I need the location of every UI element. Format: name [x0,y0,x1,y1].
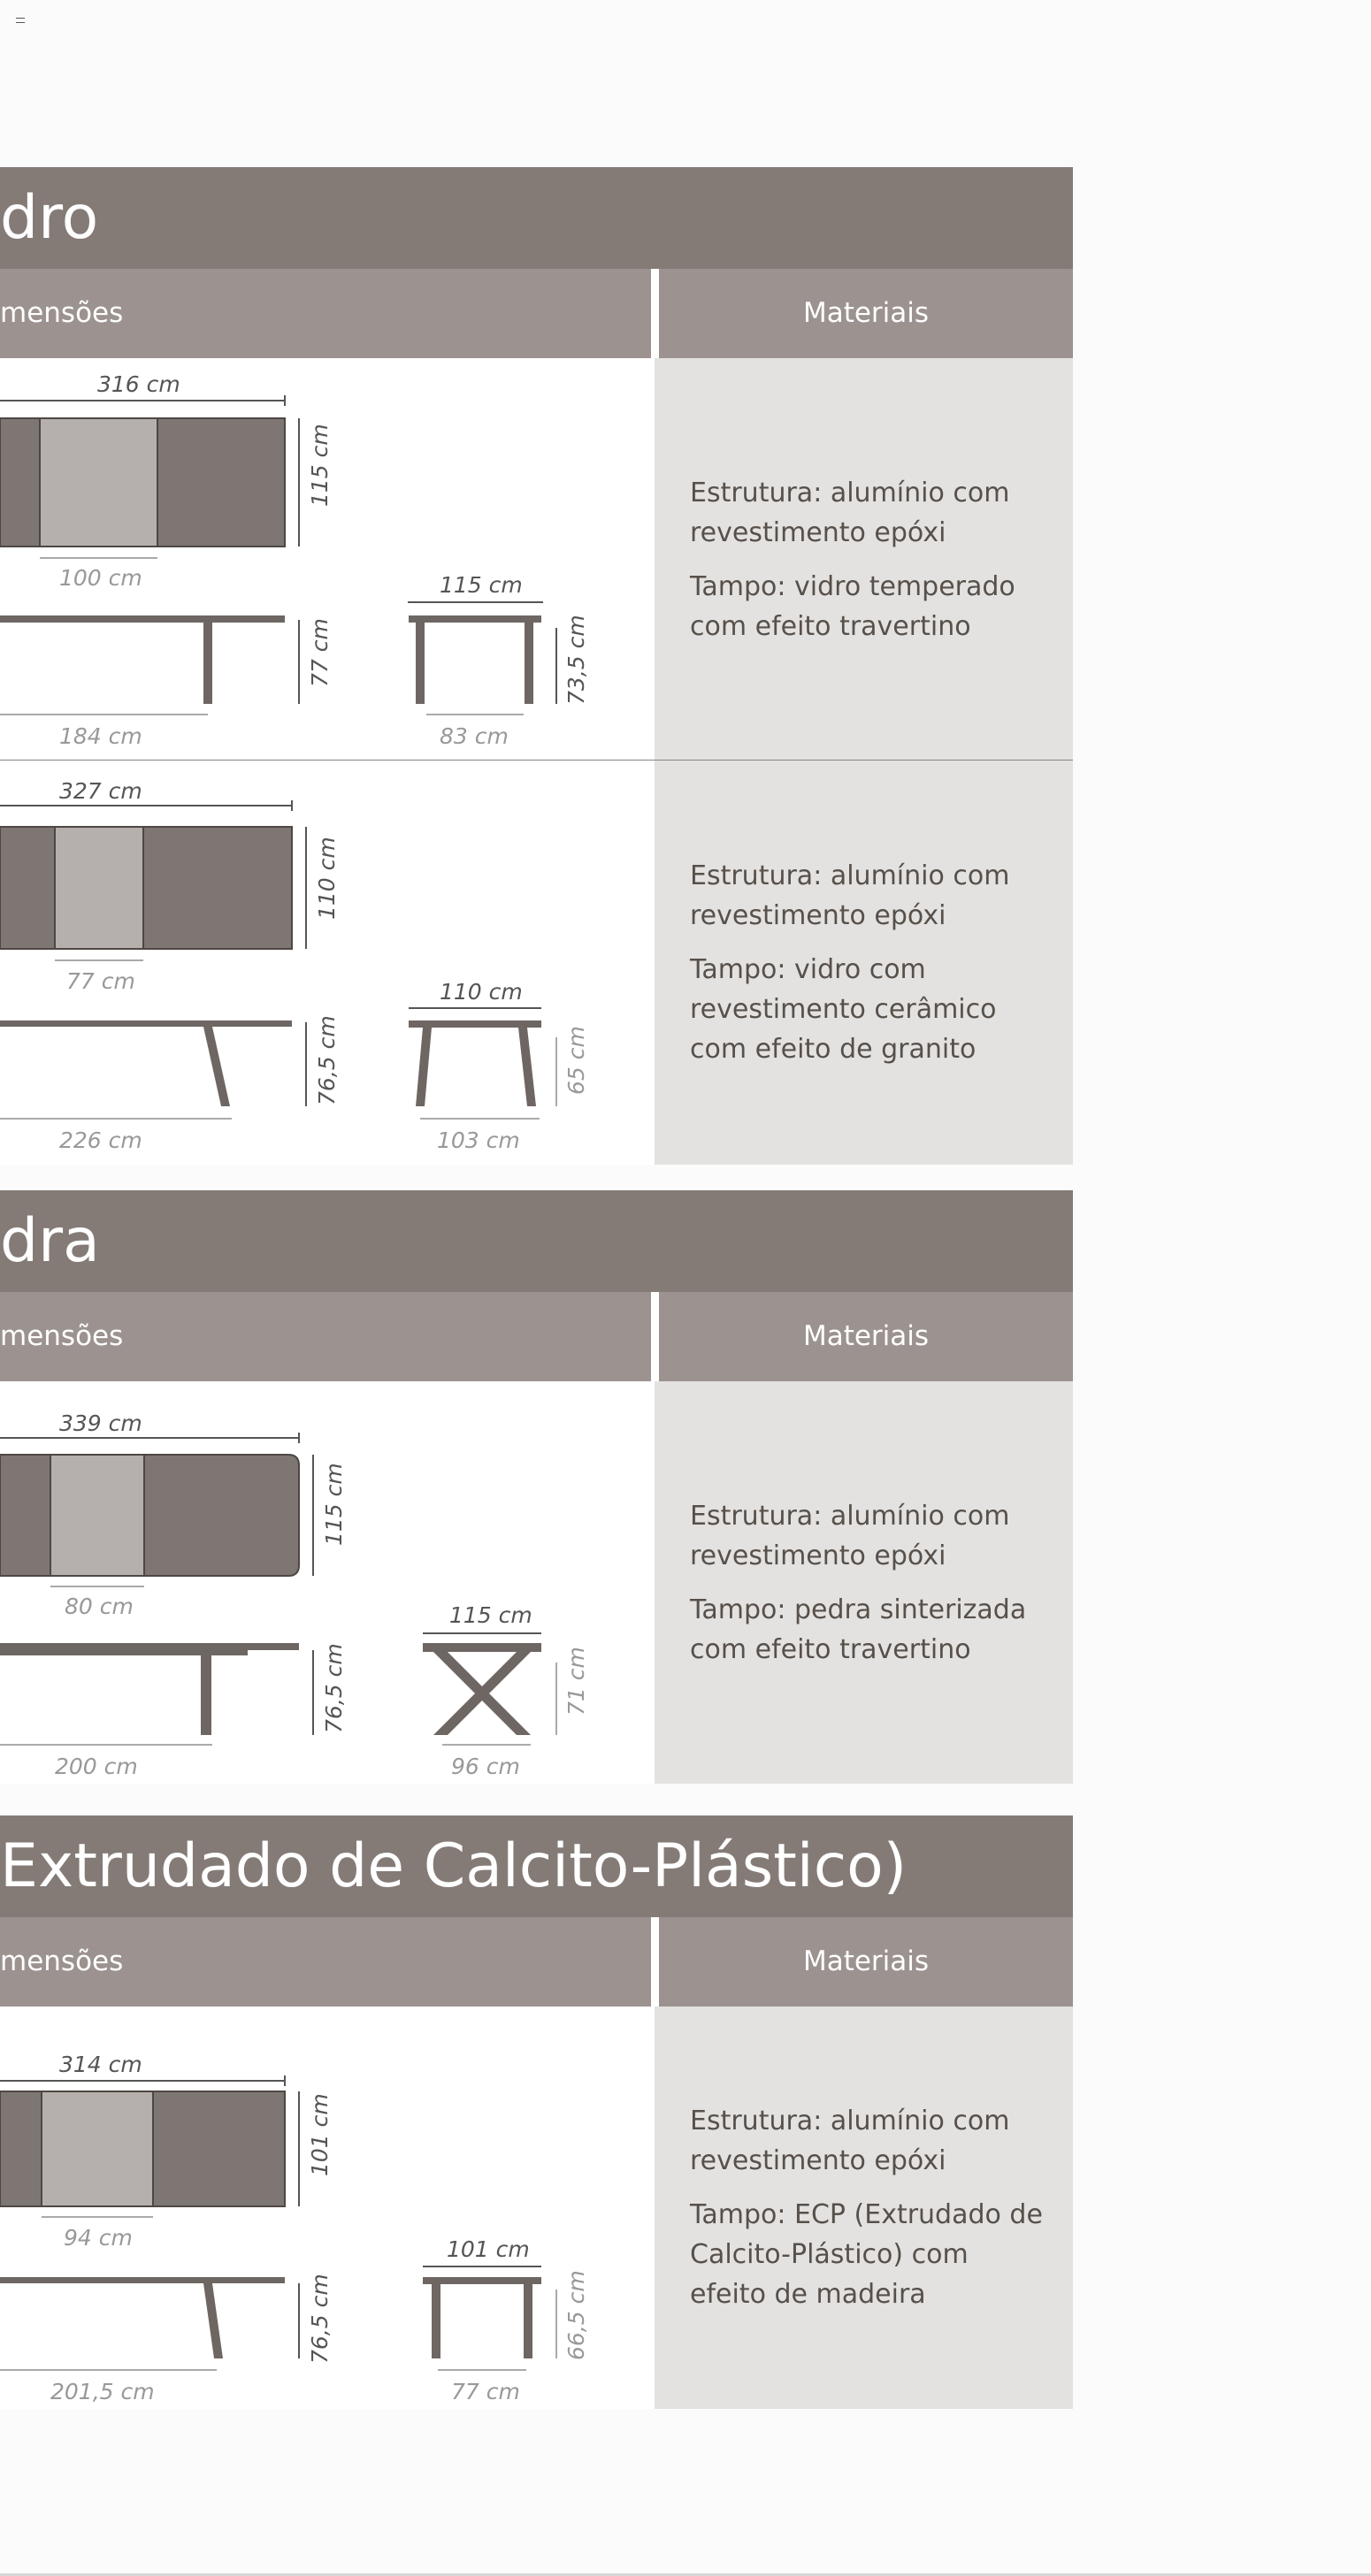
end-height-label: 66,5 cm [563,2270,589,2360]
end-width-label: 115 cm [440,572,523,598]
dimensions-drawing [0,2007,655,2409]
side-length-label: 201,5 cm [50,2379,155,2404]
dimensions-drawing [0,761,655,1165]
material-structure: Estrutura: alumínio com revestimento epóxi [690,2106,1010,2176]
materials-cell [655,761,1073,1165]
end-height-label: 73,5 cm [563,615,589,705]
end-width-label: 115 cm [449,1602,532,1628]
dimensions-drawing [0,358,655,761]
end-base-label: 83 cm [440,723,509,749]
section-subheader [0,1917,1073,2007]
material-top: Tampo: pedra sinterizada com efeito travertino [690,1594,1027,1665]
end-base-label: 96 cm [451,1754,520,1779]
side-height-label: 76,5 cm [321,1643,347,1733]
table-diagram [0,1381,655,1784]
side-length-label: 200 cm [55,1754,138,1779]
side-height-label: 76,5 cm [307,2274,333,2364]
top-length-label: 316 cm [97,371,180,397]
section-subheader [0,269,1073,358]
material-structure: Estrutura: alumínio com revestimento epóxi [690,1500,1010,1571]
dimensions-header: mensões [0,1917,651,2007]
side-length-label: 184 cm [59,723,142,749]
materials-cell [655,358,1073,761]
section-subheader [0,1292,1073,1381]
materials-header: Materiais [659,1292,1073,1381]
material-top: Tampo: ECP (Extrudado de Calcito-Plástico) com efeito de madeira [690,2199,1043,2310]
product-row [0,1381,1073,1784]
side-length-label: 226 cm [59,1127,142,1153]
section-pedra [0,1190,1073,1784]
end-width-label: 110 cm [440,979,523,1005]
materials-header: Materiais [659,1917,1073,2007]
material-structure: Estrutura: alumínio com revestimento epóxi [690,860,1010,931]
materials-header: Materiais [659,269,1073,358]
top-length-label: 327 cm [59,778,142,804]
end-height-label: 71 cm [563,1647,589,1716]
material-top: Tampo: vidro temperado com efeito travertino [690,570,1015,642]
section-title: Extrudado de Calcito-Plástico) [0,1815,1073,1917]
end-height-label: 65 cm [563,1026,589,1095]
dimensions-header: mensões [0,269,651,358]
end-width-label: 101 cm [447,2236,530,2262]
materials-cell [655,2007,1073,2409]
extension-label: 77 cm [66,968,135,994]
top-width-label: 101 cm [307,2093,333,2176]
extension-label: 100 cm [59,565,142,591]
section-ecp [0,1815,1073,2409]
table-diagram [0,761,655,1165]
top-width-label: 115 cm [307,424,333,507]
side-height-label: 76,5 cm [314,1015,340,1105]
extension-label: 94 cm [64,2225,133,2251]
materials-cell [655,1381,1073,1784]
side-height-label: 77 cm [307,618,333,687]
section-vidro [0,167,1073,1165]
product-row [0,761,1073,1165]
product-row [0,358,1073,761]
extension-label: 80 cm [65,1594,134,1619]
top-length-label: 339 cm [59,1410,142,1436]
dimensions-header: mensões [0,1292,651,1381]
product-row [0,2007,1073,2409]
table-diagram [0,2007,655,2409]
section-title: dro [0,167,1073,269]
dimensions-drawing [0,1381,655,1784]
top-length-label: 314 cm [59,2052,142,2077]
end-base-label: 77 cm [451,2379,520,2404]
table-diagram [0,358,655,761]
material-top: Tampo: vidro com revestimento cerâmico com efeito de granito [690,954,997,1065]
menu-icon [16,18,25,23]
top-width-label: 110 cm [314,837,340,920]
end-base-label: 103 cm [437,1127,520,1153]
section-title: dra [0,1190,1073,1292]
top-width-label: 115 cm [321,1463,347,1546]
material-structure: Estrutura: alumínio com revestimento epóxi [690,477,1010,548]
